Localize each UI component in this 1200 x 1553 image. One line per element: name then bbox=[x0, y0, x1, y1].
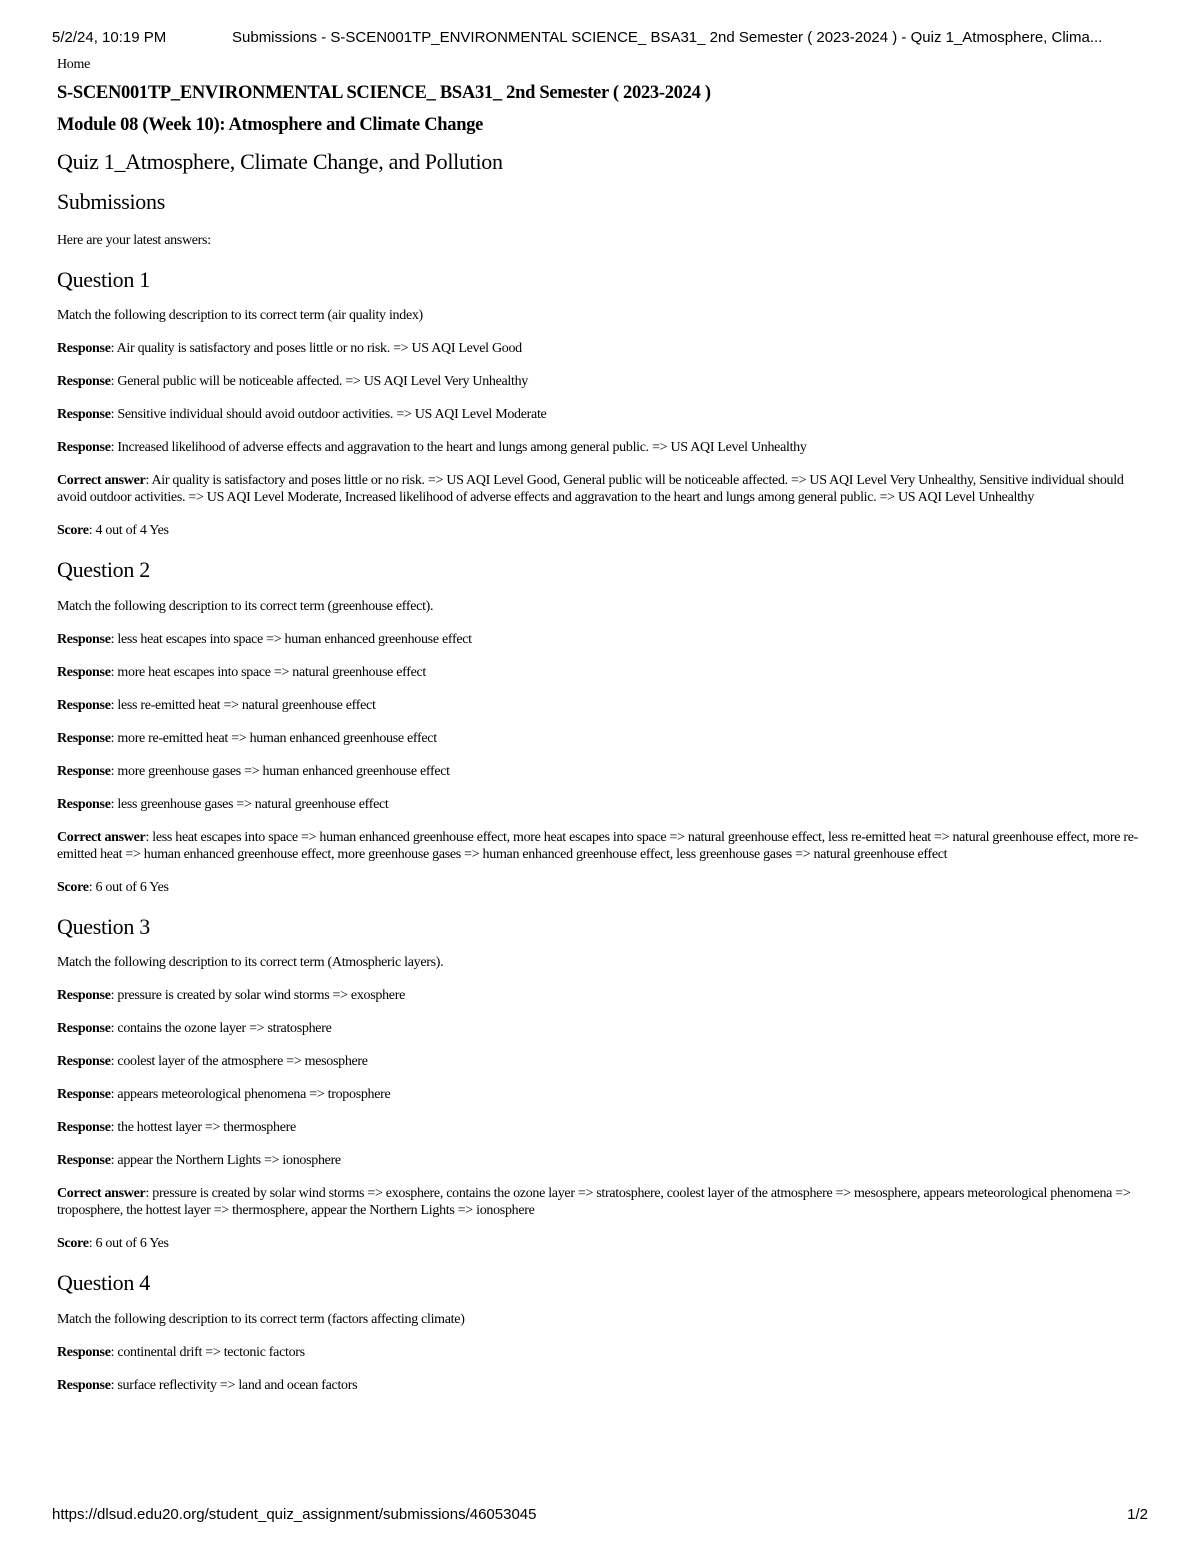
response-text: : appears meteorological phenomena => troposphere bbox=[110, 1087, 391, 1103]
correct-answer-text: : less heat escapes into space => human enhanced greenhouse effect, more heat escapes into space => natural greenhouse effect, less re-emitted heat => natural greenhouse effect, more re-emitted heat => human enhanced greenhouse effect, more greenhouse gases => human enhanced greenhouse effect, less greenhouse gases => natural greenhouse effect bbox=[57, 829, 1138, 862]
question-block bbox=[57, 1270, 1152, 1393]
correct-answer-text: : pressure is created by solar wind storms => exosphere, contains the ozone layer => stratosphere, coolest layer of the atmosphere => mesosphere, appears meteorological phenomena => troposphere, the hottest layer => thermosphere, appear the Northern Lights => ionosphere bbox=[57, 1186, 1131, 1219]
response-line bbox=[57, 1119, 1152, 1136]
response-text: : appear the Northern Lights => ionosphere bbox=[110, 1153, 341, 1169]
response-label: Response bbox=[57, 407, 111, 423]
score-text: : 6 out of 6 Yes bbox=[88, 1236, 169, 1252]
response-label: Response bbox=[57, 1377, 111, 1393]
page-content bbox=[57, 57, 1152, 1410]
response-line bbox=[57, 763, 1152, 780]
response-line bbox=[57, 697, 1152, 714]
question-heading: Question 2 bbox=[57, 557, 150, 583]
response-label: Response bbox=[57, 697, 111, 713]
print-footer bbox=[52, 1506, 1148, 1523]
print-document-title: Submissions - S-SCEN001TP_ENVIRONMENTAL SCIENCE_ BSA31_ 2nd Semester ( 2023-2024 ) - Quiz 1_Atmosphere, Clima... bbox=[232, 29, 1103, 46]
score-label: Score bbox=[57, 879, 89, 895]
response-label: Response bbox=[57, 988, 111, 1004]
response-line bbox=[57, 406, 1152, 423]
response-text: : less re-emitted heat => natural greenhouse effect bbox=[110, 697, 376, 713]
question-heading: Question 1 bbox=[57, 267, 150, 292]
response-label: Response bbox=[57, 763, 111, 779]
correct-answer-line bbox=[57, 829, 1152, 863]
response-line bbox=[57, 1377, 1152, 1394]
response-text: : more greenhouse gases => human enhanced greenhouse effect bbox=[110, 763, 450, 779]
correct-answer-text: : Air quality is satisfactory and poses little or no risk. => US AQI Level Good, General public will be noticeable affected. => US AQI Level Very Unhealthy, Sensitive individual should avoid outdoor activities. => US AQI Level Moderate, Increased likelihood of adverse effects and aggravation to the heart and lungs among general public. => US AQI Level Unhealthy bbox=[57, 473, 1124, 506]
response-text: : pressure is created by solar wind storms => exosphere bbox=[110, 988, 405, 1004]
response-line bbox=[57, 987, 1152, 1004]
score-text: : 4 out of 4 Yes bbox=[88, 523, 169, 539]
question-heading: Question 4 bbox=[57, 1270, 150, 1296]
response-text: : surface reflectivity => land and ocean factors bbox=[110, 1377, 358, 1393]
response-label: Response bbox=[57, 1054, 111, 1070]
response-text: : Increased likelihood of adverse effects and aggravation to the heart and lungs among general public. => US AQI Level Unhealthy bbox=[110, 440, 807, 456]
response-text: : more re-emitted heat => human enhanced greenhouse effect bbox=[110, 730, 437, 746]
question-block bbox=[57, 267, 1152, 539]
print-date: 5/2/24, 10:19 PM bbox=[52, 29, 167, 46]
response-line bbox=[57, 373, 1152, 390]
page-number: 1/2 bbox=[1127, 1506, 1148, 1523]
response-label: Response bbox=[57, 796, 111, 812]
response-text: : coolest layer of the atmosphere => mesosphere bbox=[110, 1054, 368, 1070]
response-text: : Air quality is satisfactory and poses little or no risk. => US AQI Level Good bbox=[110, 341, 522, 357]
response-text: : continental drift => tectonic factors bbox=[110, 1344, 305, 1360]
response-label: Response bbox=[57, 341, 111, 357]
response-line bbox=[57, 1344, 1152, 1361]
response-line bbox=[57, 796, 1152, 813]
response-label: Response bbox=[57, 1087, 111, 1103]
response-line bbox=[57, 664, 1152, 681]
response-line bbox=[57, 730, 1152, 747]
response-label: Response bbox=[57, 631, 111, 647]
print-header bbox=[52, 29, 1152, 46]
response-label: Response bbox=[57, 1021, 111, 1037]
response-label: Response bbox=[57, 1344, 111, 1360]
response-text: : less heat escapes into space => human enhanced greenhouse effect bbox=[110, 631, 472, 647]
module-title: Module 08 (Week 10): Atmosphere and Climate Change bbox=[57, 115, 484, 135]
response-text: : Sensitive individual should avoid outdoor activities. => US AQI Level Moderate bbox=[110, 407, 547, 423]
correct-answer-line bbox=[57, 1185, 1152, 1219]
correct-answer-label: Correct answer bbox=[57, 829, 146, 845]
response-label: Response bbox=[57, 1153, 111, 1169]
response-text: : General public will be noticeable affected. => US AQI Level Very Unhealthy bbox=[110, 374, 528, 390]
score-line bbox=[57, 522, 1152, 539]
correct-answer-label: Correct answer bbox=[57, 1186, 146, 1202]
response-line bbox=[57, 340, 1152, 357]
response-text: : less greenhouse gases => natural greenhouse effect bbox=[110, 796, 389, 812]
response-line bbox=[57, 1053, 1152, 1070]
course-title: S-SCEN001TP_ENVIRONMENTAL SCIENCE_ BSA31_ 2nd Semester ( 2023-2024 ) bbox=[57, 83, 711, 103]
quiz-title: Quiz 1_Atmosphere, Climate Change, and Pollution bbox=[57, 149, 503, 174]
response-label: Response bbox=[57, 664, 111, 680]
question-prompt: Match the following description to its correct term (factors affecting climate) bbox=[57, 1311, 465, 1327]
response-line bbox=[57, 631, 1152, 648]
response-line bbox=[57, 1152, 1152, 1169]
score-text: : 6 out of 6 Yes bbox=[88, 879, 169, 895]
question-block bbox=[57, 914, 1152, 1252]
question-prompt: Match the following description to its correct term (greenhouse effect). bbox=[57, 598, 434, 614]
response-text: : more heat escapes into space => natural greenhouse effect bbox=[110, 664, 427, 680]
question-block bbox=[57, 557, 1152, 895]
response-text: : contains the ozone layer => stratosphere bbox=[110, 1021, 332, 1037]
response-label: Response bbox=[57, 1120, 111, 1136]
score-line bbox=[57, 879, 1152, 896]
intro-text: Here are your latest answers: bbox=[57, 233, 211, 248]
response-text: : the hottest layer => thermosphere bbox=[110, 1120, 296, 1136]
home-link[interactable]: Home bbox=[57, 57, 91, 72]
question-prompt: Match the following description to its correct term (air quality index) bbox=[57, 308, 423, 324]
response-line bbox=[57, 1020, 1152, 1037]
response-label: Response bbox=[57, 440, 111, 456]
score-label: Score bbox=[57, 1236, 89, 1252]
question-heading: Question 3 bbox=[57, 913, 150, 939]
print-url: https://dlsud.edu20.org/student_quiz_assignment/submissions/46053045 bbox=[52, 1506, 537, 1523]
score-line bbox=[57, 1235, 1152, 1252]
response-line bbox=[57, 439, 1152, 456]
response-line bbox=[57, 1086, 1152, 1103]
correct-answer-label: Correct answer bbox=[57, 473, 146, 489]
section-title: Submissions bbox=[57, 189, 165, 214]
score-label: Score bbox=[57, 523, 89, 539]
correct-answer-line bbox=[57, 472, 1152, 506]
question-prompt: Match the following description to its correct term (Atmospheric layers). bbox=[57, 955, 444, 971]
response-label: Response bbox=[57, 730, 111, 746]
response-label: Response bbox=[57, 374, 111, 390]
